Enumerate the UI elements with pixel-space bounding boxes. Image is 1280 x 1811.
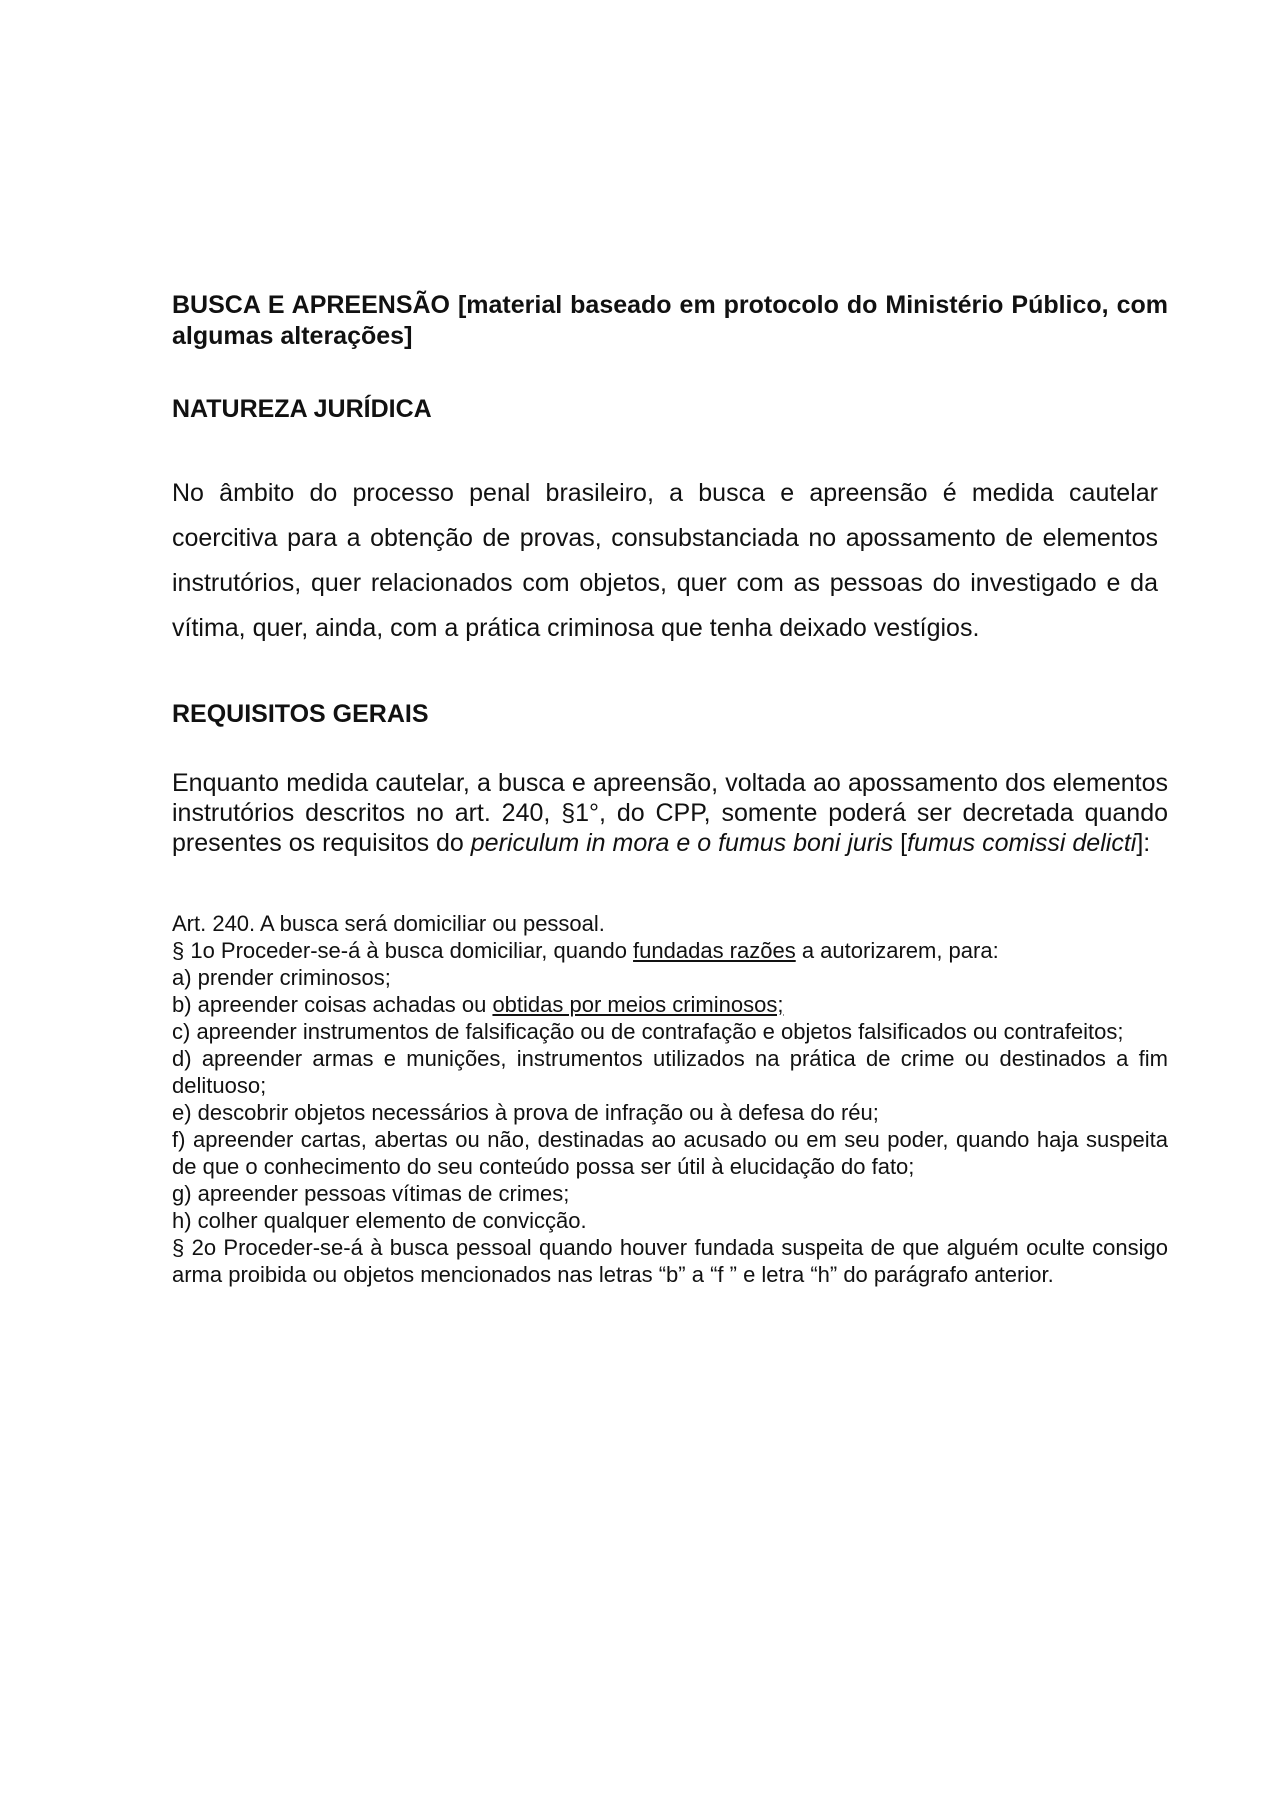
heading-requisitos-gerais: REQUISITOS GERAIS	[172, 700, 429, 728]
law-item-e: e) descobrir objetos necessários à prova de infração ou à defesa do réu;	[172, 1100, 879, 1125]
law-item-b-underlined: obtidas por meios criminosos;	[492, 992, 784, 1017]
requisitos-text-2: [	[893, 829, 908, 857]
law-paragraph-1-text-a: § 1o Proceder-se-á à busca domiciliar, quando	[172, 938, 634, 963]
law-item-a: a) prender criminosos;	[172, 965, 391, 990]
law-paragraph-1	[172, 937, 1168, 964]
law-item-f: f) apreender cartas, abertas ou não, destinadas ao acusado ou em seu poder, quando haja suspeita de que o conhecimento do seu conteúdo possa ser útil à elucidação do fato;	[172, 1127, 1168, 1179]
requisitos-italic-2: fumus comissi delicti	[907, 829, 1137, 857]
law-item-g: g) apreender pessoas vítimas de crimes;	[172, 1181, 570, 1206]
law-paragraph-1-text-b: a autorizarem, para:	[795, 938, 999, 963]
requisitos-text-1: Enquanto medida cautelar, a busca e apreensão, voltada ao apossamento dos elementos instrutórios descritos no art. 240, §1°, do CPP, somente poderá ser decretada quando presentes os requisitos do	[172, 769, 1168, 857]
law-item-c: c) apreender instrumentos de falsificação ou de contrafação e objetos falsificados ou contrafeitos;	[172, 1019, 1124, 1044]
law-paragraph-2: § 2o Proceder-se-á à busca pessoal quando houver fundada suspeita de que alguém oculte consigo arma proibida ou objetos mencionados nas letras “b” a “f ” e letra “h” do parágrafo anterior.	[172, 1235, 1168, 1287]
paragraph-requisitos-gerais	[172, 768, 1168, 858]
requisitos-italic-1: periculum in mora e o fumus boni juris	[470, 829, 894, 857]
law-item-d: d) apreender armas e munições, instrumentos utilizados na prática de crime ou destinados a fim delituoso;	[172, 1046, 1168, 1098]
law-paragraph-1-underlined: fundadas razões	[633, 938, 796, 963]
document-title: BUSCA E APREENSÃO [material baseado em protocolo do Ministério Público, com algumas alterações]	[172, 291, 1168, 350]
paragraph-natureza-juridica: No âmbito do processo penal brasileiro, a busca e apreensão é medida cautelar coercitiva para a obtenção de provas, consubstanciada no apossamento de elementos instrutórios, quer relacionados com objetos, quer com as pessoas do investigado e da vítima, quer, ainda, com a prática criminosa que tenha deixado vestígios.	[172, 479, 1158, 642]
law-item-h: h) colher qualquer elemento de convicção.	[172, 1208, 587, 1233]
law-item-b-text: b) apreender coisas achadas ou	[172, 992, 493, 1017]
heading-natureza-juridica: NATUREZA JURÍDICA	[172, 395, 432, 423]
law-excerpt	[172, 910, 1168, 1288]
requisitos-text-3: ]:	[1136, 829, 1151, 857]
law-art-240: Art. 240. A busca será domiciliar ou pessoal.	[172, 911, 605, 936]
document-page	[172, 290, 1168, 1288]
law-item-b	[172, 991, 1168, 1018]
